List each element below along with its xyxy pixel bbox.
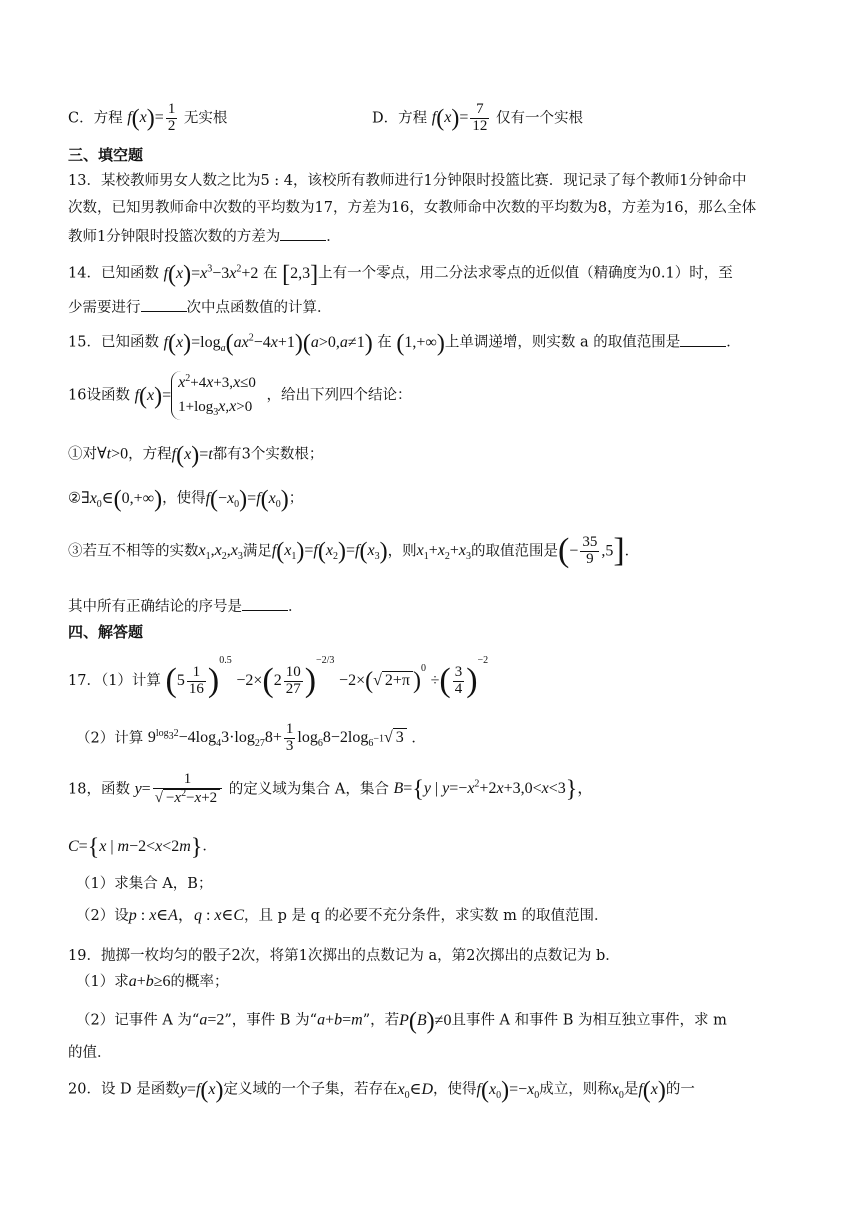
q17-part2: （2）计算 $9^{log_32}-4\log_43\cdot\log_{27}8+$ $\frac{1}{3}$ $\log_68-2\log_{6^{-1}}√$ 3 ． bbox=[76, 721, 426, 754]
q14-line1: 14．已知函数 $f(x)=x^3-3x^2+2$ 在 [2,3]上有一个零点，用二分法求零点的近似值（精确度为0.1）时，至 bbox=[68, 261, 733, 287]
q14-answer-blank bbox=[141, 297, 187, 312]
option-d: D．方程 f(x)= $\frac{7}{12}$ 仅有一个实根 bbox=[372, 101, 583, 134]
q16-statement-1: ①对∀t>0，方程f(x)=t都有3个实数根； bbox=[68, 442, 324, 468]
q15-answer-blank bbox=[680, 332, 726, 347]
q16-statement-2: $②\exists x_0\in(0,+\infty)$，使得$f(-x_0)=f(x_0)$； bbox=[68, 486, 304, 512]
q16-answer-blank bbox=[242, 596, 288, 611]
q19-part2-line2: 的值． bbox=[68, 1045, 112, 1061]
piecewise-brace: $x^2+4x+3,x\le 0$ $1+\log_3x,x>0$ bbox=[171, 371, 262, 420]
q19-line1: 19．抛掷一枚均匀的骰子2次，将第1次掷出的点数记为 a，第2次掷出的点数记为 b． bbox=[68, 948, 620, 964]
q15-line: 15．已知函数 $f(x)=\log_a(ax^2-4x+1)(a>0,a\ne 1)$ 在 (1,+∞)上单调递增，则实数 a 的取值范围是 ． bbox=[68, 330, 741, 356]
option-d-text: 仅有一个实根 bbox=[495, 110, 583, 127]
q13-line3: 教师1分钟限时投篮次数的方差为 ． bbox=[68, 226, 341, 246]
option-c-label: C．方程 bbox=[68, 110, 123, 127]
q19-part1: （1）求a+b≥6的概率； bbox=[76, 973, 229, 990]
q20-line1: 20．设 D 是函数y=f(x)定义域的一个子集，若存在$x_0\in D$，使得$f(x_0)=-x_0$成立，则称$x_0$是f(x)的一 bbox=[68, 1077, 695, 1103]
section-answer-title: 四、解答题 bbox=[68, 623, 144, 641]
q18-part2: （2）设p : x∈A，q : x∈C，且 p 是 q 的必要不充分条件，求实数 m 的取值范围． bbox=[76, 907, 609, 924]
q18-line1: 18，函数 y= $\frac{1}{√ -x^2-x+2}$ 的定义域为集合 A，集合 B={y | $y=-x^2+2x+3,0<x<3$}， bbox=[68, 771, 594, 806]
q18-part1: （1）求集合 A，B； bbox=[76, 876, 213, 892]
q16-statement-3: ③若互不相等的实数$x_1,x_2,x_3$满足$f(x_1)=f(x_2)=f(x_3)$，则$x_1+x_2+x_3$的取值范围是(− $\frac{35}{9}$ ,5]． bbox=[68, 532, 640, 569]
option-c: C．方程 f(x)= $\frac{1}{2}$ 无实根 bbox=[68, 101, 228, 134]
q13-line1: 13．某校教师男女人数之比为5 : 4，该校所有教师进行1分钟限时投篮比赛．现记录了每个教师1分钟命中 bbox=[68, 173, 747, 189]
q18-line2: C={x | m−2<x<2m}． bbox=[68, 834, 217, 860]
option-d-label: D．方程 bbox=[372, 110, 428, 127]
q13-line2: 次数，已知男教师命中次数的平均数为17，方差为16，女教师命中次数的平均数为8，方差为16，那么全体 bbox=[68, 200, 757, 216]
q17-part1: 17．（1）计算 (5 $\frac{1}{16}$ )$^{0.5}$ −2×(2 $\frac{10}{27}$ )$^{-2/3}$ −2×(√ 2+π )$^0$ ÷( $\frac{3}{4}$ )$^{-2}$ bbox=[68, 655, 489, 699]
q19-part2: （2）记事件 A 为“a=2”，事件 B 为“a+b=m”，若P(B)≠0且事件 A 和事件 B 为相互独立事件，求 m bbox=[76, 1008, 727, 1034]
q16-line1: 16设函数 f(x)= $x^2+4x+3,x\le 0$ $1+\log_3x,x>0$ ，给出下列四个结论： bbox=[68, 371, 412, 420]
q13-answer-blank bbox=[280, 226, 326, 241]
q14-line2: 少需要进行 次中点函数值的计算． bbox=[68, 297, 332, 317]
section-fill-title: 三、填空题 bbox=[68, 146, 144, 164]
q16-line-end: 其中所有正确结论的序号是 ． bbox=[68, 596, 303, 616]
option-c-text: 无实根 bbox=[183, 110, 228, 127]
